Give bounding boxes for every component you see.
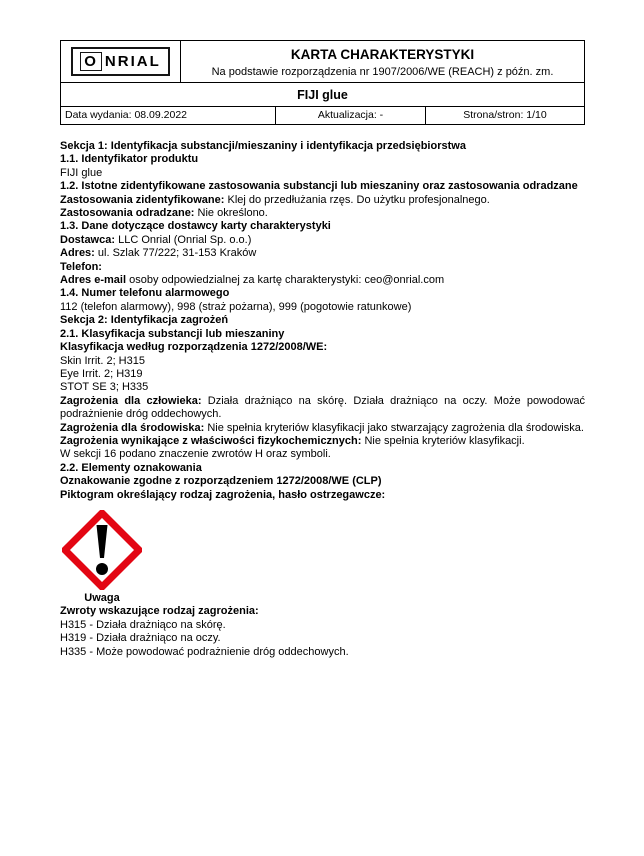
supplier-text: LLC Onrial (Onrial Sp. o.o.) (118, 233, 252, 246)
advised-against-label: Zastosowania odradzane: (60, 207, 195, 220)
s2-1-heading: 2.1. Klasyfikacja substancji lub mieszaniny (60, 327, 285, 340)
document-subtitle: Na podstawie rozporządzenia nr 1907/2006/WE (REACH) z późn. zm. (211, 66, 554, 78)
hazard-statements-heading: Zwroty wskazujące rodzaj zagrożenia: (60, 605, 259, 618)
update-date: Aktualizacja: - (276, 107, 426, 124)
issue-date: Data wydania: 08.09.2022 (61, 107, 276, 124)
supplier-line (60, 234, 585, 247)
emergency-numbers: 112 (telefon alarmowy), 998 (straż pożarna), 999 (pogotowie ratunkowe) (60, 300, 412, 313)
phys-hazard-label: Zagrożenia wynikające z właściwości fizykochemicznych: (60, 434, 362, 447)
pictogram-heading: Piktogram określający rodzaj zagrożenia, hasło ostrzegawcze: (60, 488, 386, 501)
logo-letter-o: O (80, 52, 102, 71)
email-text: osoby odpowiedzialnej za kartę charakterystyki: ceo@onrial.com (129, 274, 445, 287)
section2-title: Sekcja 2: Identyfikacja zagrożeń (60, 314, 229, 327)
supplier-label: Dostawca: (60, 233, 116, 246)
signal-word: Uwaga (84, 591, 120, 604)
human-hazard-line (60, 395, 585, 422)
email-line (60, 274, 585, 287)
identified-uses-label: Zastosowania zidentyfikowane: (60, 193, 225, 206)
ghs07-pictogram-block (60, 510, 144, 605)
address-label: Adres: (60, 247, 95, 260)
header-row-meta (61, 107, 584, 124)
identified-uses-text: Klej do przedłużania rzęs. Do użytku profesjonalnego. (227, 193, 490, 206)
env-hazard-label: Zagrożenia dla środowiska: (60, 421, 205, 434)
hazard-statement: H335 - Może powodować podrażnienie dróg oddechowych. (60, 645, 349, 658)
human-hazard-text: Działa drażniąco na skórę. Działa drażniąco na oczy. Może powodować podrażnienie dróg oddechowych. (60, 394, 585, 421)
env-hazard-line (60, 422, 585, 435)
address-line (60, 247, 585, 260)
section1-title: Sekcja 1: Identyfikacja substancji/mieszaniny i identyfikacja przedsiębiorstwa (60, 140, 466, 152)
phone-label: Telefon: (60, 260, 102, 273)
exclamation-dot (96, 563, 108, 575)
s1-4-heading: 1.4. Numer telefonu alarmowego (60, 287, 230, 300)
advised-against-line (60, 207, 585, 220)
email-label: Adres e-mail (60, 274, 127, 287)
s1-3-heading: 1.3. Dane dotyczące dostawcy karty charakterystyki (60, 220, 331, 233)
document-title: KARTA CHARAKTERYSTYKI (290, 47, 475, 62)
address-text: ul. Szlak 77/222; 31-153 Kraków (97, 247, 257, 260)
logo-cell (61, 41, 181, 82)
onrial-logo (71, 47, 170, 76)
clp-classification-heading: Klasyfikacja według rozporządzenia 1272/2008/WE: (60, 341, 328, 354)
product-name: FIJI glue (61, 83, 584, 107)
classification-item: STOT SE 3; H335 (60, 381, 149, 394)
document-body (60, 140, 585, 659)
phys-hazard-line (60, 435, 585, 448)
section16-note: W sekcji 16 podano znaczenie zwrotów H oraz symboli. (60, 448, 331, 461)
classification-item: Eye Irrit. 2; H319 (60, 367, 143, 380)
identified-uses-line (60, 194, 585, 207)
logo-letters-rest: NRIAL (104, 53, 161, 70)
header-row-title (61, 41, 584, 83)
clp-labeling-line: Oznakowanie zgodne z rozporządzeniem 1272/2008/WE (CLP) (60, 475, 382, 488)
title-cell (181, 41, 584, 82)
env-hazard-text: Nie spełnia kryteriów klasyfikacji jako stwarzający zagrożenia dla środowiska. (207, 421, 584, 434)
s2-2-heading: 2.2. Elementy oznakowania (60, 461, 202, 474)
s1-1-heading: 1.1. Identyfikator produktu (60, 153, 199, 166)
page-counter: Strona/stron: 1/10 (463, 109, 547, 121)
classification-item: Skin Irrit. 2; H315 (60, 354, 145, 367)
s1-2-heading: 1.2. Istotne zidentyfikowane zastosowania substancji lub mieszaniny oraz zastosowania odradzane (60, 180, 578, 193)
hazard-statement: H319 - Działa drażniąco na oczy. (60, 632, 221, 645)
phys-hazard-text: Nie spełnia kryteriów klasyfikacji. (364, 434, 525, 447)
s1-1-product: FIJI glue (60, 166, 103, 179)
header-table (60, 40, 585, 125)
advised-against-text: Nie określono. (197, 207, 268, 220)
ghs07-exclamation-mark-icon (62, 510, 142, 590)
human-hazard-label: Zagrożenia dla człowieka: (60, 394, 202, 407)
hazard-statement: H315 - Działa drażniąco na skórę. (60, 618, 226, 631)
